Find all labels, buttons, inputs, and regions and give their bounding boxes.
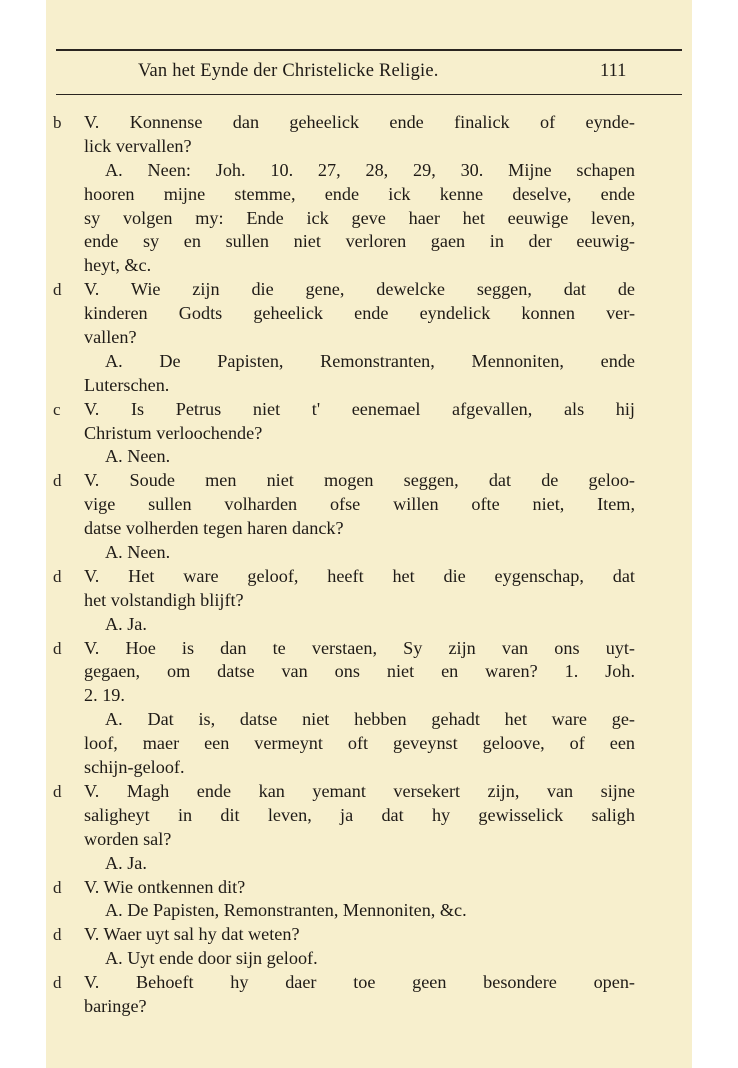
header-bottom-rule bbox=[56, 94, 682, 95]
question-entry bbox=[46, 971, 692, 1019]
header-top-rule bbox=[56, 49, 682, 51]
margin-letter: d bbox=[53, 566, 62, 586]
answer-entry bbox=[46, 852, 692, 876]
answer-entry bbox=[46, 708, 692, 780]
text-line: A. De Papisten, Remonstranten, Mennoniten, &c. bbox=[105, 900, 467, 921]
text-line: A. Neen: Joh. 10. 27, 28, 29, 30. Mijne schapen bbox=[105, 159, 635, 180]
text-line: A. Ja. bbox=[105, 613, 147, 634]
text-line: A. Ja. bbox=[105, 852, 147, 873]
running-title: Van het Eynde der Christelicke Religie. bbox=[138, 61, 439, 81]
margin-letter: d bbox=[53, 471, 62, 491]
margin-letter: b bbox=[53, 113, 62, 132]
text-line: V. Wie ontkennen dit? bbox=[84, 876, 246, 897]
question-entry bbox=[46, 398, 692, 446]
text-line: sy volgen my: Ende ick geve haer het eeuwige leven, bbox=[84, 207, 635, 228]
text-line: lick vervallen? bbox=[84, 135, 192, 156]
answer-entry bbox=[46, 159, 692, 278]
text-line: baringe? bbox=[84, 995, 147, 1016]
text-line: worden sal? bbox=[84, 828, 172, 849]
question-entry bbox=[46, 923, 692, 947]
question-entry bbox=[46, 780, 692, 852]
answer-entry bbox=[46, 899, 692, 923]
text-line: V. Behoeft hy daer toe geen besondere open- bbox=[84, 972, 635, 993]
text-line: V. Magh ende kan yemant versekert zijn, van sijne bbox=[84, 780, 635, 801]
text-line: V. Soude men niet mogen seggen, dat de geloo- bbox=[84, 470, 635, 491]
text-line: V. Wie zijn die gene, dewelcke seggen, dat de bbox=[84, 279, 635, 300]
catechism-text bbox=[46, 111, 692, 1019]
question-entry bbox=[46, 278, 692, 350]
text-line: 2. 19. bbox=[84, 685, 125, 706]
text-line: Christum verloochende? bbox=[84, 422, 263, 443]
margin-letter: d bbox=[53, 877, 62, 897]
book-page bbox=[46, 0, 692, 1068]
question-entry bbox=[46, 469, 692, 541]
question-entry bbox=[46, 111, 692, 159]
text-line: V. Waer uyt sal hy dat weten? bbox=[84, 924, 300, 945]
question-entry bbox=[46, 876, 692, 900]
text-line: kinderen Godts geheelick ende eyndelick konnen ver- bbox=[84, 303, 635, 324]
text-line: saligheyt in dit leven, ja dat hy gewisselick saligh bbox=[84, 804, 635, 825]
text-line: het volstandigh blijft? bbox=[84, 589, 244, 610]
margin-letter: d bbox=[53, 781, 62, 801]
margin-letter: d bbox=[53, 638, 62, 658]
text-line: loof, maer een vermeynt oft geveynst geloove, of een bbox=[84, 733, 635, 754]
text-line: gegaen, om datse van ons niet en waren? 1. Joh. bbox=[84, 661, 635, 682]
margin-letter: d bbox=[53, 973, 62, 993]
margin-letter: d bbox=[53, 925, 62, 945]
answer-entry bbox=[46, 541, 692, 565]
text-line: A. Neen. bbox=[105, 446, 171, 467]
question-entry bbox=[46, 565, 692, 613]
text-line: V. Het ware geloof, heeft het die eygenschap, dat bbox=[84, 565, 635, 586]
text-line: A. Uyt ende door sijn geloof. bbox=[105, 948, 318, 969]
text-line: V. Konnense dan geheelick ende finalick of eynde- bbox=[84, 112, 635, 132]
text-line: A. Dat is, datse niet hebben gehadt het ware ge- bbox=[105, 709, 635, 730]
margin-letter: d bbox=[53, 280, 62, 300]
text-line: V. Hoe is dan te verstaen, Sy zijn van ons uyt- bbox=[84, 637, 635, 658]
text-line: V. Is Petrus niet t' eenemael afgevallen, als hij bbox=[84, 398, 635, 419]
text-line: heyt, &c. bbox=[84, 255, 152, 276]
text-line: schijn-geloof. bbox=[84, 757, 185, 778]
question-entry bbox=[46, 637, 692, 709]
answer-entry bbox=[46, 445, 692, 469]
text-line: vige sullen volharden ofse willen ofte niet, Item, bbox=[84, 494, 635, 515]
answer-entry bbox=[46, 613, 692, 637]
text-line: A. De Papisten, Remonstranten, Mennoniten, ende bbox=[105, 350, 635, 371]
running-header bbox=[46, 61, 692, 87]
text-line: datse volherden tegen haren danck? bbox=[84, 518, 344, 539]
text-line: vallen? bbox=[84, 327, 137, 348]
text-line: A. Neen. bbox=[105, 542, 171, 563]
text-line: Luterschen. bbox=[84, 374, 170, 395]
text-line: ende sy en sullen niet verloren gaen in der eeuwig- bbox=[84, 231, 635, 252]
margin-letter: c bbox=[53, 399, 61, 419]
answer-entry bbox=[46, 947, 692, 971]
answer-entry bbox=[46, 350, 692, 398]
text-line: hooren mijne stemme, ende ick kenne deselve, ende bbox=[84, 183, 635, 204]
page-number: 111 bbox=[600, 61, 627, 81]
